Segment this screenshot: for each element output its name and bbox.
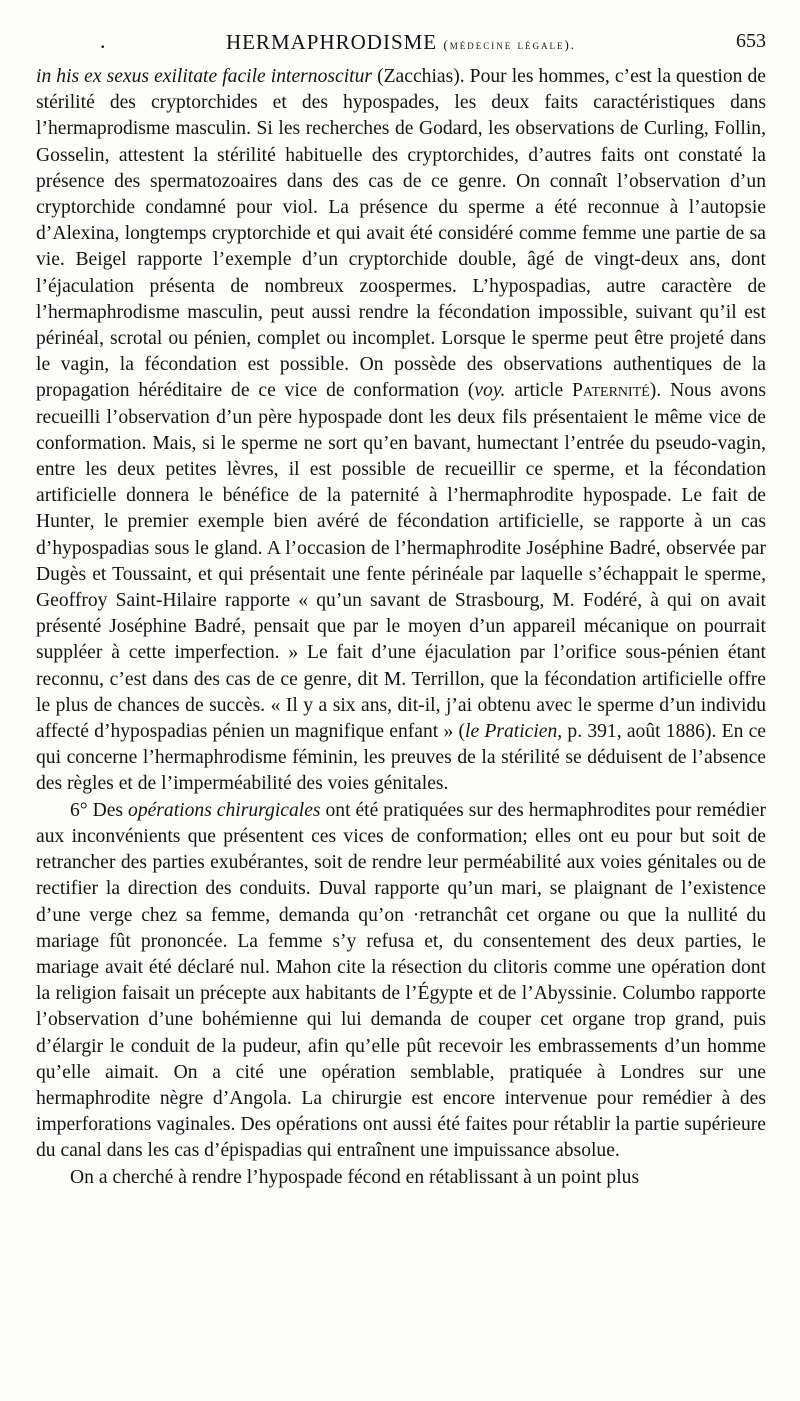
paragraph [36,1165,766,1191]
header-title: HERMAPHRODISME [225,30,438,54]
italic-run: le Praticien [465,721,558,743]
italic-run: in his ex sexus exilitate facile internoscitur [36,66,373,87]
page-number: 653 [736,30,766,52]
text-run: (Zacchias). Pour les hommes, c’est la question de stérilité des cryptorchides et des hypospades, les deux faits caractéristiques dans l’hermaprodisme masculin. Si les recherches de Godard, les observations de Curling, Follin, Gosselin, attestent la stérilité habituelle des cryptorchides, d’autres faits ont constaté la présence des spermatozoaires dans des cas de ce genre. On connaît l’observation d’un cryptorchide condamné pour viol. La présence du sperme a été reconnue à l’autopsie d’Alexina, longtemps cryptorchide et qui avait été considéré comme femme une partie de sa vie. Beigel rapporte l’exemple d’un cryptorchide double, âgé de vingt-deux ans, dont l’éjaculation présenta de nombreux zoospermes. L’hypospadias, autre caractère de l’hermaphrodisme masculin, peut aussi rendre la fécondation impossible, suivant qu’il est périnéal, scrotal ou pénien, complet ou incomplet. Lorsque le sperme peut être projeté dans le vagin, la fécondation est possible. On possède des observations authentiques de la propagation héréditaire de ce vice de conformation ( [36,66,766,402]
small-caps-run: Paternité [572,380,650,402]
book-page [36,24,766,1191]
italic-run: voy. [474,380,506,402]
header-subtitle: (médecine légale). [443,37,577,52]
body-text [36,64,766,1191]
paragraph [36,64,766,798]
text-run: 6° Des [70,799,129,821]
paragraph [36,798,766,1165]
running-header [36,24,766,64]
text-run: ). Nous avons recueilli l’observation d’un père hypospade dont les deux fils présentaient le même vice de conformation. Mais, si le sperme ne sort qu’en bavant, humectant l’entrée du pseudo-vagin, entre les deux petites lèvres, il est possible de recueillir ce sperme, et la fécondation artificielle donnera le bénéfice de la paternité à l’hermaphrodite hypospade. Le fait de Hunter, le premier exemple bien avéré de fécondation artificielle, se rapporte à un cas d’hypospadias sous le gland. A l’occasion de l’hermaphrodite Joséphine Badré, observée par Dugès et Toussaint, et qui présentait une fente périnéale par laquelle s’échappait le sperme, Geoffroy Saint-Hilaire rapporte « qu’un savant de Strasbourg, M. Fodéré, à qui on avait présenté Joséphine Badré, pensait que par le moyen d’un appareil mécanique on pourrait suppléer à cette imperfection. » Le fait d’une éjaculation par l’orifice sous-pénien étant reconnu, c’est dans des cas de ce genre, dit M. Terrillon, que la fécondation artificielle offre le plus de chances de succès. « Il y a six ans, dit-il, j’ai obtenu avec le sperme d’un individu affecté d’hypospadias pénien un magnifique enfant » ( [36,380,766,743]
text-run: article [505,380,573,402]
header-dot: . [100,28,106,53]
text-run: ont été pratiquées sur des hermaphrodites pour remédier aux inconvénients que présentent ces vices de conformation; elles ont eu pour but soit de retrancher des parties exubérantes, soit de rendre leur perméabilité aux voies génitales ou de rectifier la direction des conduits. Duval rapporte qu’un mari, se plaignant de l’existence d’une verge chez sa femme, demanda qu’on ·retranchât cet organe ou que la nullité du mariage fût prononcée. La femme s’y refusa et, du consentement des deux parties, le mariage avait été déclaré nul. Mahon cite la résection du clitoris comme une opération dont la religion faisait un précepte aux habitants de l’Égypte et de l’Abyssinie. Columbo rapporte l’observation d’une bohémienne qui lui demanda de couper cet organe trop grand, puis d’élargir le conduit de la pudeur, afin qu’elle pût recevoir les embrassements d’un homme qu’elle aimait. On a cité une opération semblable, pratiquée à Londres sur une hermaphrodite nègre d’Angola. La chirurgie est encore intervenue pour remédier à des imperforations vaginales. Des opérations ont aussi été faites pour rétablir la partie supérieure du canal dans les cas d’épispadias qui entraînent une impuissance absolue. [36,799,767,1162]
running-title [36,30,766,55]
text-run: , p. 391, août 1886). En ce qui concerne l’hermaphrodisme féminin, les preuves de la stérilité se déduisent de l’absence des règles et de l’imperméabilité des voies génitales. [36,721,766,795]
italic-run: opérations chirurgicales [128,799,321,821]
text-run: On a cherché à rendre l’hypospade fécond en rétablissant à un point plus [70,1166,640,1188]
